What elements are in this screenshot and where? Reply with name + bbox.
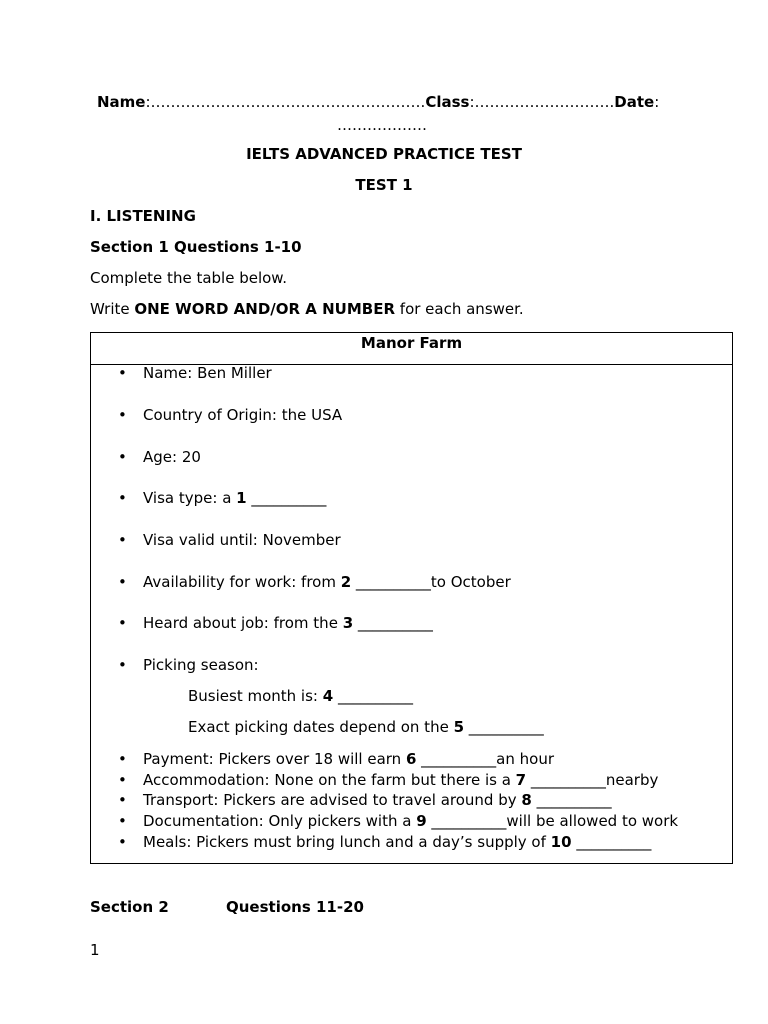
item-text: Country of Origin: the USA (143, 406, 343, 424)
instruction-text: Write (90, 300, 135, 318)
answer-blank: __________nearby (526, 771, 659, 789)
instruction-complete-table: Complete the table below. (90, 269, 287, 287)
item-text: Transport: Pickers are advised to travel around by (143, 791, 522, 809)
item-text: Age: 20 (143, 448, 201, 466)
answer-blank: __________ (571, 833, 652, 851)
name-blank: :………………………………………………. (145, 93, 426, 111)
bullet-icon: • (118, 812, 127, 830)
item-text: Meals: Pickers must bring lunch and a day’s supply of (143, 833, 551, 851)
question-number: 4 (322, 687, 334, 705)
date-label: Date (614, 93, 655, 111)
bullet-icon: • (118, 614, 127, 632)
list-item (143, 750, 554, 768)
bullet-icon: • (118, 406, 127, 424)
item-text: Exact picking dates depend on the (188, 718, 454, 736)
sub-list-item (188, 687, 413, 705)
list-item (143, 448, 201, 466)
bullet-icon: • (118, 364, 127, 382)
item-text: Busiest month is: (188, 687, 323, 705)
bullet-icon: • (118, 791, 127, 809)
question-number: 6 (405, 750, 417, 768)
list-item (143, 406, 342, 424)
list-item (143, 812, 678, 830)
list-item (143, 614, 433, 632)
date-blank: ……………… (337, 116, 427, 134)
answer-blank: __________ (464, 718, 544, 736)
list-item (143, 771, 658, 789)
list-item (143, 573, 511, 591)
section2-label: Section 2 (90, 898, 169, 916)
name-label: Name (97, 93, 146, 111)
answer-blank: __________will be allowed to work (426, 812, 679, 830)
list-item (143, 531, 341, 549)
question-number: 5 (453, 718, 465, 736)
section1-heading: Section 1 Questions 1-10 (90, 238, 302, 256)
item-text: Heard about job: from the (143, 614, 343, 632)
item-text: Payment: Pickers over 18 will earn (143, 750, 406, 768)
item-text: Name: Ben Miller (143, 364, 272, 382)
test-number: TEST 1 (355, 176, 413, 194)
bullet-icon: • (118, 489, 127, 507)
answer-blank: __________ (353, 614, 433, 632)
list-item (143, 489, 326, 507)
list-item (143, 833, 651, 851)
answer-blank: __________ (333, 687, 413, 705)
question-number: 9 (416, 812, 427, 830)
sub-list-item (188, 718, 544, 736)
bullet-icon: • (118, 833, 127, 851)
question-number: 7 (515, 771, 527, 789)
test-title: IELTS ADVANCED PRACTICE TEST (246, 145, 522, 163)
question-number: 8 (521, 791, 532, 809)
bullet-icon: • (118, 771, 127, 789)
bullet-icon: • (118, 750, 127, 768)
bullet-icon: • (118, 531, 127, 549)
class-blank: :………………………. (469, 93, 615, 111)
list-item (143, 656, 259, 674)
list-item (143, 364, 272, 382)
list-item (143, 791, 612, 809)
item-text: Documentation: Only pickers with a (143, 812, 417, 830)
bullet-icon: • (118, 448, 127, 466)
answer-blank: __________an hour (416, 750, 554, 768)
item-text: Picking season: (143, 656, 259, 674)
item-text: Accommodation: None on the farm but there is a (143, 771, 516, 789)
question-number: 2 (340, 573, 352, 591)
item-text: Visa type: a (143, 489, 237, 507)
instruction-word-limit (90, 300, 524, 318)
page-number: 1 (90, 941, 100, 959)
answer-blank: __________to October (351, 573, 511, 591)
student-info-line (97, 93, 687, 111)
question-number: 1 (236, 489, 247, 507)
instruction-bold: ONE WORD AND/OR A NUMBER (134, 300, 396, 318)
date-colon: : (654, 93, 660, 111)
question-number: 3 (342, 614, 354, 632)
item-text: Visa valid until: November (143, 531, 341, 549)
section2-questions: Questions 11-20 (226, 898, 364, 916)
instruction-text-end: for each answer. (395, 300, 524, 318)
table-title: Manor Farm (91, 333, 732, 365)
item-text: Availability for work: from (143, 573, 341, 591)
part-heading: I. LISTENING (90, 207, 196, 225)
bullet-icon: • (118, 656, 127, 674)
class-label: Class (425, 93, 470, 111)
bullet-icon: • (118, 573, 127, 591)
answer-blank: __________ (531, 791, 612, 809)
answer-blank: __________ (246, 489, 327, 507)
question-number: 10 (550, 833, 572, 851)
